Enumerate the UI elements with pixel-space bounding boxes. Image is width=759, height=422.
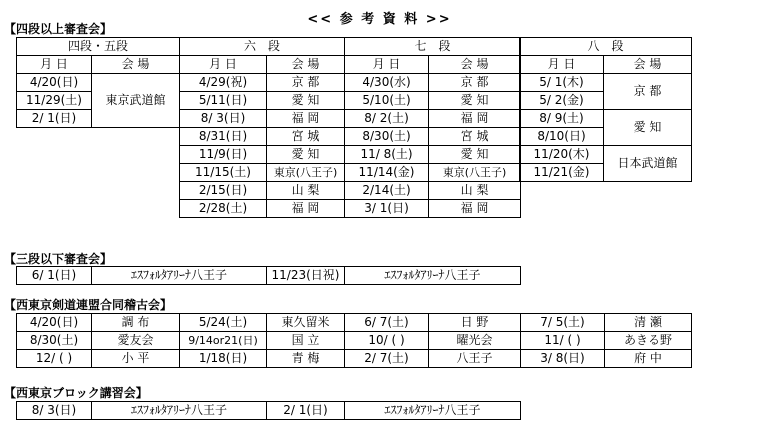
venue-cell: 国 立 <box>267 332 345 350</box>
date-cell: 11/ 8(土) <box>345 146 429 164</box>
venue-cell: 愛 知 <box>267 92 345 110</box>
venue-cell: 小 平 <box>92 350 180 368</box>
date-cell: 2/28(土) <box>180 200 267 218</box>
venue-cell: 愛 知 <box>429 146 521 164</box>
date-cell: 2/ 1(日) <box>17 110 92 128</box>
joint-practice-table <box>16 313 692 368</box>
group-header-dan6: 六 段 <box>180 38 345 56</box>
venue-cell: 京 都 <box>604 74 692 110</box>
date-cell: 2/ 7(土) <box>345 350 429 368</box>
venue-cell: 宮 城 <box>429 128 521 146</box>
exam-table-dan3-down <box>16 266 521 285</box>
empty-cell <box>17 164 180 182</box>
venue-cell: 愛友会 <box>92 332 180 350</box>
date-cell: 8/10(日) <box>520 128 604 146</box>
date-cell: 2/ 1(日) <box>267 402 345 420</box>
date-cell: 11/ ( ) <box>521 332 605 350</box>
col-header-date: 月 日 <box>520 56 604 74</box>
date-cell: 11/29(土) <box>17 92 92 110</box>
venue-cell: 福 岡 <box>267 200 345 218</box>
col-header-venue: 会 場 <box>604 56 692 74</box>
date-cell: 11/9(日) <box>180 146 267 164</box>
venue-cell: ｴｽﾌｫﾙﾀｱﾘｰﾅ八王子 <box>345 402 521 420</box>
venue-cell: 山 梨 <box>267 182 345 200</box>
col-header-date: 月 日 <box>345 56 429 74</box>
date-cell: 3/ 8(日) <box>521 350 605 368</box>
date-cell: 11/23(日祝) <box>267 267 345 285</box>
date-cell: 1/18(日) <box>180 350 267 368</box>
date-cell: 6/ 7(土) <box>345 314 429 332</box>
venue-cell: 東京武道館 <box>92 74 180 128</box>
exam-table-dan8 <box>519 37 692 182</box>
date-cell: 5/24(土) <box>180 314 267 332</box>
venue-cell: 宮 城 <box>267 128 345 146</box>
date-cell: 8/ 9(土) <box>520 110 604 128</box>
venue-cell: 山 梨 <box>429 182 521 200</box>
group-header-dan4-5: 四段・五段 <box>17 38 180 56</box>
section-heading-dan4-up: 【四段以上審査会】 <box>4 22 113 36</box>
col-header-venue: 会 場 <box>429 56 521 74</box>
date-cell: 12/ ( ) <box>17 350 92 368</box>
section-heading-dan3-down: 【三段以下審査会】 <box>4 252 113 266</box>
col-header-venue: 会 場 <box>92 56 180 74</box>
date-cell: 8/30(土) <box>17 332 92 350</box>
venue-cell: 福 岡 <box>429 110 521 128</box>
date-cell: 4/20(日) <box>17 74 92 92</box>
date-cell: 4/20(日) <box>17 314 92 332</box>
date-cell: 3/ 1(日) <box>345 200 429 218</box>
date-cell: 8/ 2(土) <box>345 110 429 128</box>
date-cell: 11/21(金) <box>520 164 604 182</box>
venue-cell: 福 岡 <box>267 110 345 128</box>
date-cell: 8/31(日) <box>180 128 267 146</box>
exam-table-dan4-up <box>16 37 521 218</box>
date-cell: 5/11(日) <box>180 92 267 110</box>
date-cell: 2/15(日) <box>180 182 267 200</box>
date-cell: 10/ ( ) <box>345 332 429 350</box>
venue-cell: 東久留米 <box>267 314 345 332</box>
col-header-date: 月 日 <box>17 56 92 74</box>
venue-cell: 京 都 <box>429 74 521 92</box>
venue-cell: あきる野 <box>605 332 692 350</box>
date-cell: 11/14(金) <box>345 164 429 182</box>
venue-cell: 愛 知 <box>429 92 521 110</box>
venue-cell: ｴｽﾌｫﾙﾀｱﾘｰﾅ八王子 <box>92 267 267 285</box>
group-header-dan8: 八 段 <box>520 38 692 56</box>
col-header-venue: 会 場 <box>267 56 345 74</box>
venue-cell: ｴｽﾌｫﾙﾀｱﾘｰﾅ八王子 <box>92 402 267 420</box>
group-header-dan7: 七 段 <box>345 38 521 56</box>
section-heading-block-seminar: 【西東京ブロック講習会】 <box>4 386 148 400</box>
date-cell: 8/ 3(日) <box>180 110 267 128</box>
venue-cell: 京 都 <box>267 74 345 92</box>
venue-cell: 日 野 <box>429 314 521 332</box>
empty-cell <box>17 128 180 146</box>
venue-cell: ｴｽﾌｫﾙﾀｱﾘｰﾅ八王子 <box>345 267 521 285</box>
date-cell: 6/ 1(日) <box>17 267 92 285</box>
page-title: << 参 考 資 料 >> <box>307 12 452 27</box>
date-cell: 4/29(祝) <box>180 74 267 92</box>
empty-cell <box>17 182 180 200</box>
date-cell: 5/10(土) <box>345 92 429 110</box>
section-heading-joint-practice: 【西東京剣道連盟合同稽古会】 <box>4 298 173 312</box>
venue-cell: 八王子 <box>429 350 521 368</box>
venue-cell: 東京(八王子) <box>267 164 345 182</box>
venue-cell: 福 岡 <box>429 200 521 218</box>
col-header-date: 月 日 <box>180 56 267 74</box>
date-cell: 7/ 5(土) <box>521 314 605 332</box>
date-cell: 2/14(土) <box>345 182 429 200</box>
empty-cell <box>17 146 180 164</box>
venue-cell: 府 中 <box>605 350 692 368</box>
venue-cell: 曜光会 <box>429 332 521 350</box>
venue-cell: 愛 知 <box>267 146 345 164</box>
venue-cell: 東京(八王子) <box>429 164 521 182</box>
date-cell: 8/ 3(日) <box>17 402 92 420</box>
date-cell: 5/ 1(木) <box>520 74 604 92</box>
venue-cell: 愛 知 <box>604 110 692 146</box>
date-cell: 8/30(土) <box>345 128 429 146</box>
venue-cell: 清 瀬 <box>605 314 692 332</box>
date-cell: 9/14or21(日) <box>180 332 267 350</box>
date-cell: 4/30(水) <box>345 74 429 92</box>
date-cell: 11/15(土) <box>180 164 267 182</box>
block-seminar-table <box>16 401 521 420</box>
date-cell: 5/ 2(金) <box>520 92 604 110</box>
date-cell: 11/20(木) <box>520 146 604 164</box>
venue-cell: 調 布 <box>92 314 180 332</box>
venue-cell: 日本武道館 <box>604 146 692 182</box>
venue-cell: 青 梅 <box>267 350 345 368</box>
empty-cell <box>17 200 180 218</box>
